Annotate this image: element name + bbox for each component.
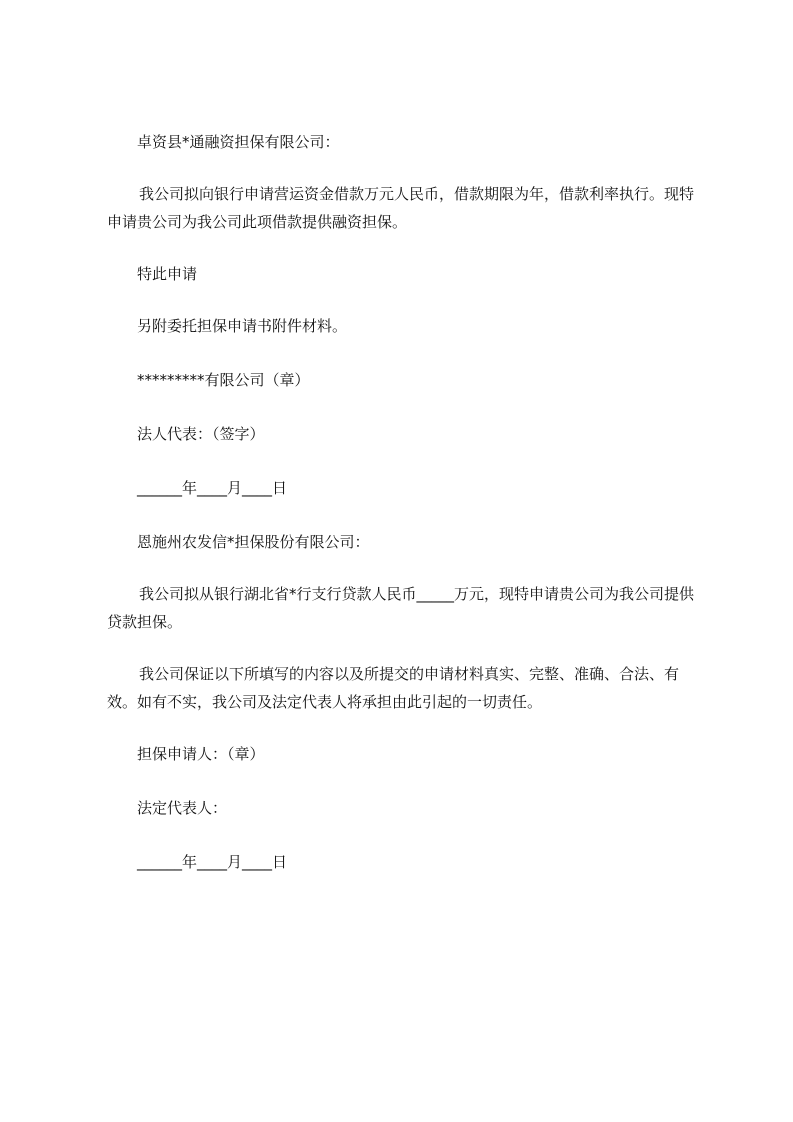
- letter1-addressee: 卓资县*通融资担保有限公司：: [137, 133, 340, 151]
- letter1-body: 我公司拟向银行申请营运资金借款万元人民币，借款期限为年，借款利率执行。现特申请贵公司为我公司此项借款提供融资担保。: [107, 185, 695, 231]
- letter2-body1: 我公司拟从银行湖北省*行支行贷款人民币_____万元，现特申请贵公司为我公司提供贷款担保。: [107, 585, 695, 631]
- letter1-date: ______年____月____日: [137, 479, 288, 497]
- letter1-legal-rep: 法人代表：（签字）: [137, 425, 265, 443]
- letter2-legal-rep: 法定代表人：: [137, 799, 228, 817]
- letter2-body2: 我公司保证以下所填写的内容以及所提交的申请材料真实、完整、准确、合法、有效。如有不实，我公司及法定代表人将承担由此引起的一切责任。: [107, 665, 680, 711]
- letter2-applicant: 担保申请人：（章）: [137, 745, 265, 763]
- letter1-attachment: 另附委托担保申请书附件材料。: [137, 317, 348, 335]
- letter2-date: ______年____月____日: [137, 853, 288, 871]
- letter2-addressee: 恩施州农发信*担保股份有限公司：: [137, 533, 370, 551]
- letter1-company-seal: *********有限公司（章）: [137, 371, 310, 389]
- letter1-closing: 特此申请: [137, 265, 198, 283]
